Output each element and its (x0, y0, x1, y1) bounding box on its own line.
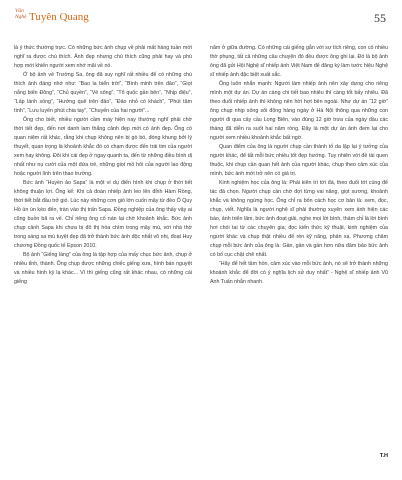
page-number: 55 (374, 11, 386, 25)
article-column-left (14, 44, 192, 287)
paragraph: năm ở giữa đường. Có những cái giếng gắn với sự tích riêng, con có nhiều thờ phụng, tất cả những câu chuyện đó đều được ông ghi lại. Đó là bộ ảnh ông đã gửi Hội Nghệ sĩ nhiếp ảnh Việt Nam để đăng ký làm tước hiệu Nghệ sĩ nhiếp ảnh đặc biệt xuất sắc. (210, 45, 389, 78)
paragraph: Quan điểm của ông là người chụp cần thành tố da lập lại ý tưởng của người khác, để tất mỗi bức nhiều tốt đẹp hướng. Tuy nhiên với đề tài quen thuộc, khi chụp cần quan hết ảnh của người khác, chụp theo cảm xúc của mình, bức ảnh mới trở nên có giá trị. (210, 144, 388, 177)
paragraph: Bức ảnh “Huyền ảo Sapa” là một ví dụ điển hình khi chụp ở thời tiết không thuận lợi. Ông kể: Khi cả đoàn nhiếp ảnh leo lên đỉnh Hàm Rồng, thời tiết bắt đầu trở gió. Lúc này những cơn gió lớn cuốn mây từ đèo Ô Quy Hồ ùn ùn kéo đến, tràn vào thị trấn Sapa. Đồng nghiệp của ông thấy vậy ai cũng buồn bã ra về. Chỉ riêng ông cố nán lại chờ khoảnh khắc. Bức ảnh chụp cảnh Sapa khi chưa bị đô thị hóa chìm trong mây mù, với nhà thờ trong sáng sa mù tuyệt đẹp đã trở thành bức ảnh độc nhất vô nhị, đoạt Huy chương Đồng quốc tế Epson 2010. (14, 180, 192, 249)
paragraph: Kinh nghiệm học của ông là: Phải kiên trì tới đá, theo đuổi tới cùng để tác đã chọn. Người chụp cần chờ đợi từng vai năng, giọt sương, khoảnh khắc và không ngừng học. Ông chỉ ra bốn cách học cơ bản là: xem, đọc, chụp, viết. Nghĩa là người nghệ sĩ phải thường xuyên xem ảnh hiện các báo, ảnh triển lãm, bức ảnh đoạt giải, nghe mọi lời bình, thảm chỉ là lời bình hơi chói tai từ các chuyên gia; đọc kiến thức kỹ thuật, kinh nghiệm của người khác và chụp thật nhiều để rèn kỹ năng, phản xạ. Phương châm chụp mỗi bức ảnh của ông là: Gần, gần và gần hơn nữa đảm bảo bức ảnh có bố cục chặt chẽ nhất. (210, 180, 388, 258)
article-column-right (210, 44, 388, 287)
logo-title: Tuyên Quang (29, 11, 89, 23)
logo-small-line1: Văn (15, 8, 24, 14)
paragraph: Bộ ảnh “Giếng làng” của ông là tập hợp của mấy chục bức ảnh, chụp ở nhiều tỉnh, thành. Ông chụp được những chiếc giếng xưa, hình bán nguyệt và nhiều hình kỳ lạ khác... Vì thì giếng cũng rất khác nhau, có những cái giếng (14, 252, 192, 285)
page-header (14, 6, 388, 36)
paragraph: Ông cho biết, nhiều người cầm máy hiện nay thường nghĩ phải chờ thời tiết đẹp, đến nơi danh lam thắng cảnh đẹp mới có ảnh đẹp. Ông có quan niệm rất khác, rằng khi chụp không nên bị gò bó, đóng khung bởi lý thuyết, quan trọng là khoảnh khắc đó có chạm được đến trái tim của người xem hay không. Đôi khi cái đẹp ở ngay quanh ta, đến từ những điều bình dị nhất như nụ cười của một đứa trẻ, những giọt mồ hôi của người lao động hoặc người lính trên thao trường. (14, 117, 192, 177)
author-signature: T.H (379, 453, 388, 459)
logo-small-line2: Nghệ (15, 13, 27, 20)
paragraph: “Hãy để hết tâm hồn, cảm xúc vào mỗi bức ảnh, nó sẽ trở thành những khoảnh khắc để đời có ý nghĩa lịch sử duy nhất” - Nghệ sĩ nhiếp ảnh Vũ Anh Tuấn nhắn nhanh. (210, 261, 388, 285)
paragraph: Ông luôn nhắn mạnh: Người làm nhiếp ảnh nên xây dựng cho riêng mình một dự án. Dự án càng chi tiết bao nhiêu thì càng tốt bấy nhiêu. Đã theo đuổi nhiếp ảnh thì không nên hời hợt bên ngoài. Như dự án “12 giờ” ông chụp nhịp sống sôi động hàng ngày ở Hà Nội thông qua những con người đi qua cây cầu Long Biên, vào đúng 12 giờ trưa của ngày đầu các tháng đã diễn ra suốt hai năm ròng. Đây là một dự án ảnh đem lại cho người xem nhiều khoảnh khắc bất ngờ. (210, 81, 388, 141)
magazine-logo (14, 7, 104, 33)
logo-small-text (15, 9, 27, 20)
paragraph: Ở bộ ảnh về Trường Sa, ông đã suy nghĩ rất nhiều để có những chú thích ảnh đáng nhớ như: “Bao la biển trời”, “Bình minh trên đảo”, “Giọt nắng biển Đông”, “Chủ quyền”, “Vẻ sông”, “Tổ quốc gần bên”, “Nhịp điệu”, “Lấp lánh sóng”, “Hướng quê trên đảo”, “Đảo nhỏ có khách”, “Phút tâm tình”, “Lưu luyến phút chia tay”, “Chuyến của hai người”... (14, 72, 192, 114)
paragraph: là ý thức thường trực. Có những bức ảnh chụp về phải mất hàng tuần mới nghĩ ra được chú thích. Ảnh đẹp nhưng chú thích cũng phải hay và phù hợp mới khiến người xem nhớ mãi về nó. (14, 45, 192, 69)
